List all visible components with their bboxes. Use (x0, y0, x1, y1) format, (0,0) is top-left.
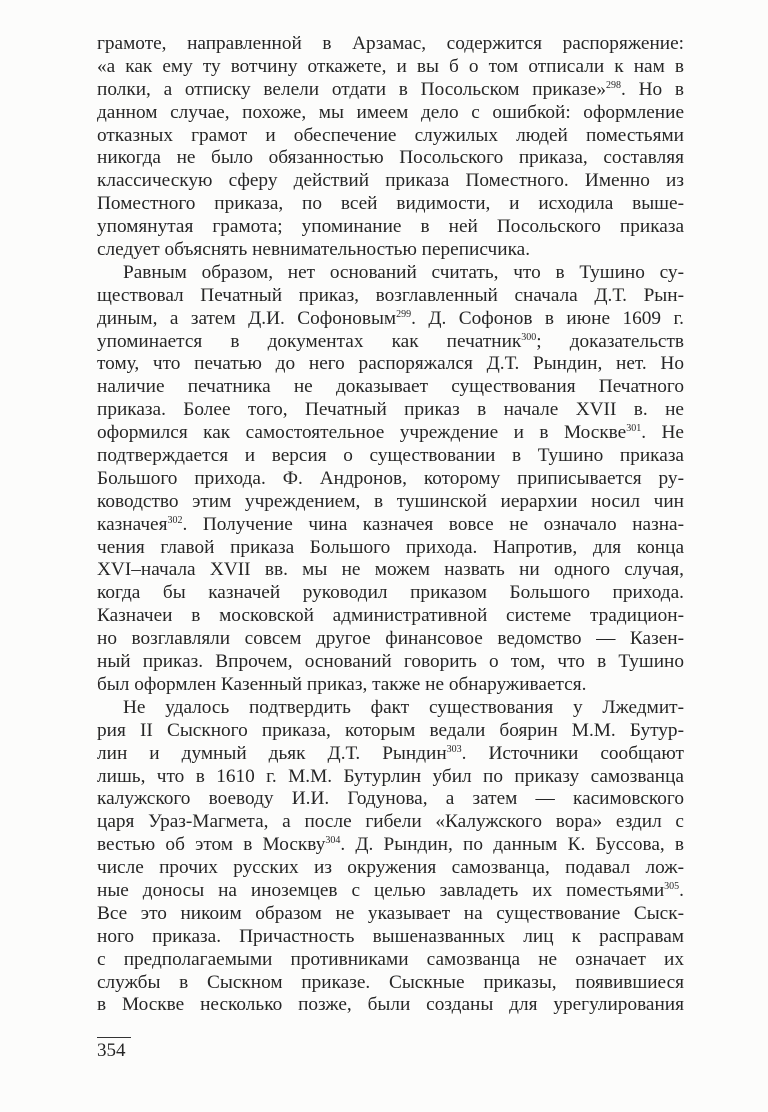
text-line (97, 674, 684, 697)
paragraph (97, 33, 684, 262)
line-text: тому, что печатью до него распоряжался Д.Т. Рындин, нет. Но (97, 353, 684, 375)
line-text: Большого прихода. Ф. Андронов, которому приписывается ру- (97, 467, 684, 489)
line-text: царя Ураз-Магмета, а после гибели «Калужского вора» ездил с (97, 811, 684, 833)
text-line (97, 628, 684, 651)
footnote-ref: 305 (664, 880, 680, 892)
line-text: . Получение чина казначея вовсе не означало назна- (182, 513, 684, 535)
text-line (97, 422, 684, 445)
line-text: Все это никоим образом не указывает на существование Сыск- (97, 902, 684, 924)
line-text: «а как ему ту вотчину откажете, и вы б о том отписали к нам в (97, 55, 684, 77)
text-line (97, 239, 684, 262)
paragraph (97, 697, 684, 1017)
line-text: XVI–начала XVII вв. мы не можем назвать ни одного случая, (97, 559, 684, 581)
text-line (97, 33, 684, 56)
line-text: упомянутая грамота; упоминание в ней Посольского приказа (97, 216, 684, 238)
text-line (97, 949, 684, 972)
text-line (97, 537, 684, 560)
line-text: грамоте, направленной в Арзамас, содержится распоряжение: (97, 33, 684, 54)
text-line (97, 445, 684, 468)
line-text: . Не (641, 422, 684, 444)
text-line (97, 468, 684, 491)
page-number: 354 (97, 1040, 126, 1061)
line-text: лин и думный дьяк Д.Т. Рындин (97, 742, 447, 764)
line-text: ного приказа. Причастность вышеназванных лиц к расправам (97, 925, 684, 947)
text-line (97, 399, 684, 422)
text-line (97, 788, 684, 811)
text-line (97, 559, 684, 582)
line-text: данном случае, похоже, мы имеем дело с ошибкой: оформление (97, 101, 684, 123)
footnote-ref: 301 (626, 423, 642, 435)
paragraph (97, 262, 684, 697)
line-text: Поместного приказа, по всей видимости, и исходила выше- (97, 193, 684, 215)
line-text: упоминается в документах как печатник (97, 330, 522, 352)
line-text: . Д. Рындин, по данным К. Буссова, в (340, 834, 685, 856)
line-text: полки, а отписку велели отдати в Посольском приказе» (97, 78, 606, 100)
text-line (97, 766, 684, 789)
text-line (97, 353, 684, 376)
text-line (97, 147, 684, 170)
footnote-ref: 298 (605, 79, 621, 91)
text-line (97, 376, 684, 399)
line-text: наличие печатника не доказывает существования Печатного (97, 376, 684, 398)
line-text: вестью об этом в Москву (97, 834, 326, 856)
line-text: ный приказ. Впрочем, оснований говорить о том, что в Тушино (97, 651, 684, 673)
text-line (97, 491, 684, 514)
line-text: ществовал Печатный приказ, возглавленный сначала Д.Т. Рын- (97, 284, 684, 306)
text-line (97, 285, 684, 308)
line-text: приказа. Более того, Печатный приказ в начале XVII в. не (97, 399, 684, 421)
line-text: никогда не было обязанностью Посольского приказа, составляя (97, 147, 684, 169)
text-line (97, 926, 684, 949)
line-text: . (679, 879, 684, 901)
text-line (97, 56, 684, 79)
line-text: чения главой приказа Большого прихода. Напротив, для конца (97, 536, 684, 558)
line-text: ководство этим учреждением, в тушинской иерархии носил чин (97, 490, 684, 512)
text-line (97, 834, 684, 857)
footnote-ref: 300 (521, 331, 537, 343)
line-text: . Д. Софонов в июне 1609 г. (411, 307, 684, 329)
line-text: диным, а затем Д.И. Софоновым (97, 307, 397, 329)
line-text: ; доказательств (536, 330, 684, 352)
line-text: лишь, что в 1610 г. М.М. Бутурлин убил по приказу самозванца (97, 765, 684, 787)
line-text: . Но в (620, 78, 684, 100)
text-line (97, 582, 684, 605)
line-text: в Москве несколько позже, были созданы для урегулирования (97, 994, 684, 1016)
text-line (97, 514, 684, 537)
line-text: ные доносы на иноземцев с целью завладеть их поместьями (97, 879, 665, 901)
line-text: классическую сферу действий приказа Поместного. Именно из (97, 170, 684, 192)
text-line (97, 331, 684, 354)
text-line (97, 102, 684, 125)
text-line (97, 308, 684, 331)
line-text: подтверждается и версия о существовании в Тушино приказа (97, 445, 684, 467)
footnote-ref: 303 (446, 743, 462, 755)
text-line (97, 605, 684, 628)
footer-rule (97, 1037, 131, 1038)
text-line (97, 972, 684, 995)
text-line (97, 743, 684, 766)
text-line (97, 651, 684, 674)
footnote-ref: 304 (325, 835, 341, 847)
line-text: рия II Сыскного приказа, которым ведали боярин М.М. Бутур- (97, 719, 684, 741)
line-text: но возглавляли совсем другое финансовое ведомство — Казен- (97, 628, 684, 650)
text-line (97, 697, 684, 720)
text-line (97, 994, 684, 1017)
line-text: отказных грамот и обеспечение служилых людей поместьями (97, 124, 684, 146)
line-text: следует объяснять невнимательностью переписчика. (97, 239, 531, 261)
footnote-ref: 299 (396, 308, 412, 320)
text-line (97, 811, 684, 834)
text-line (97, 125, 684, 148)
line-text: казначея (97, 513, 168, 535)
text-line (97, 720, 684, 743)
line-text: . Источники сообщают (461, 742, 684, 764)
line-text: числе прочих русских из окружения самозванца, подавал лож- (97, 857, 684, 879)
line-text: был оформлен Казенный приказ, также не обнаруживается. (97, 673, 587, 695)
line-text: когда бы казначей руководил приказом Большого прихода. (97, 582, 684, 604)
text-line (97, 880, 684, 903)
text-line (97, 79, 684, 102)
text-line (97, 170, 684, 193)
line-text: калужского воеводу И.И. Годунова, а затем — касимовского (97, 788, 684, 810)
text-line (97, 193, 684, 216)
line-text: оформился как самостоятельное учреждение и в Москве (97, 422, 627, 444)
text-line (97, 903, 684, 926)
body-text (97, 33, 684, 1017)
line-text: Казначеи в московской административной системе традицион- (97, 605, 684, 627)
text-line (97, 216, 684, 239)
text-line (97, 262, 684, 285)
text-line (97, 857, 684, 880)
line-text: с предполагаемыми противниками самозванца не означает их (97, 948, 684, 970)
line-text: Не удалось подтвердить факт существования у Лжедмит- (123, 696, 684, 718)
line-text: Равным образом, нет оснований считать, что в Тушино су- (123, 261, 684, 283)
line-text: службы в Сыскном приказе. Сыскные приказы, появившиеся (97, 971, 684, 993)
footnote-ref: 302 (167, 514, 183, 526)
